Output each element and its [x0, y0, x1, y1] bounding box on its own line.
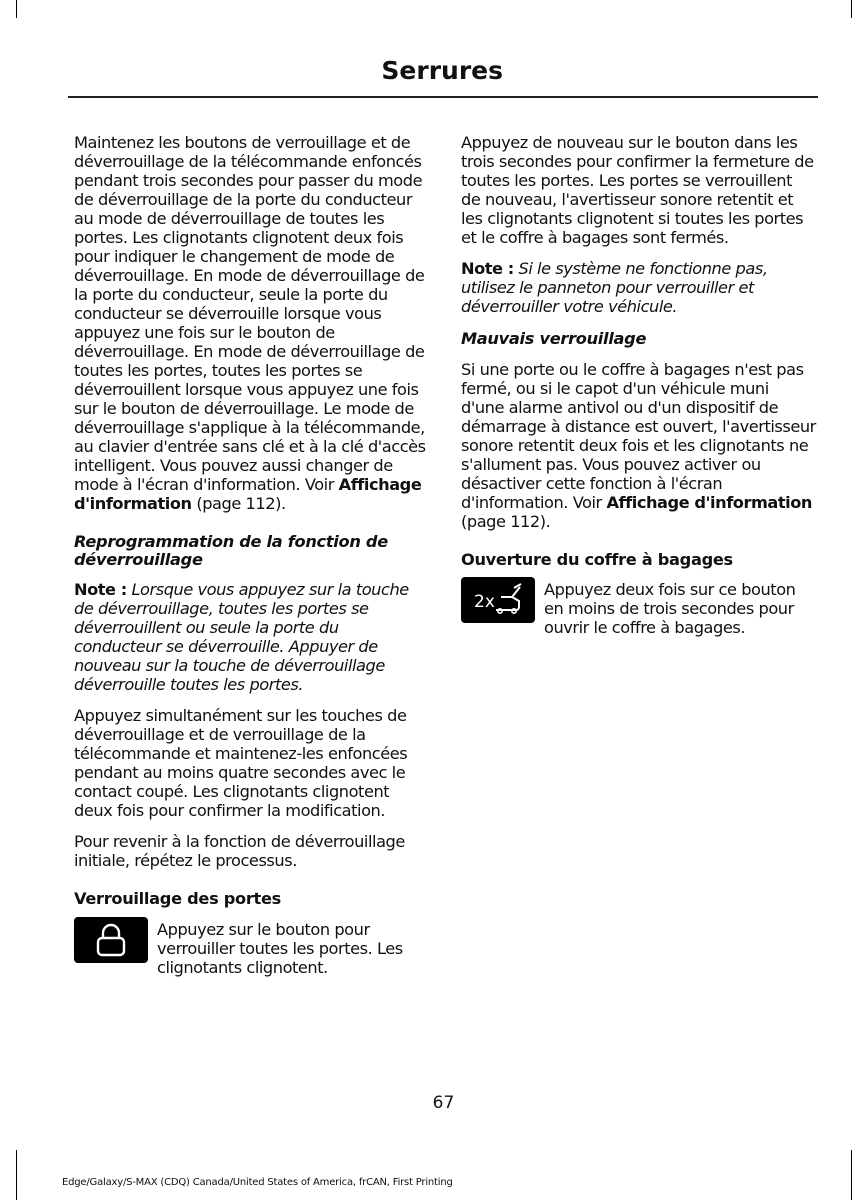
section-heading-reprogramming: Reprogrammation de la fonction de déverrouillage [74, 532, 388, 569]
header-divider [68, 96, 818, 98]
trunk-instruction [461, 580, 816, 637]
note-label: Note : [461, 259, 514, 278]
paragraph-text: Si une porte ou le coffre à bagages n'est pas fermé, ou si le capot d'un véhicule muni d'une alarme antivol ou d'un dispositif de démarrage à distance est ouvert, l'avertisseur sonore retentit deux fois et les clignotants ne s'allument pas. Vous pouvez activer ou désactiver cette fonction à l'écran d'information. Voir [461, 359, 816, 512]
cross-reference-link[interactable]: Affichage d'information [606, 492, 813, 512]
section-heading-door-locking: Verrouillage des portes [74, 889, 281, 908]
note-label: Note : [74, 580, 127, 599]
crop-mark-top-left [16, 0, 17, 18]
paragraph-mislock [461, 360, 816, 531]
note-reprogramming [74, 580, 429, 694]
note-text: Lorsque vous appuyez sur la touche de déverrouillage, toutes les portes se déverrouillent ou seule la porte du conducteur se déverrouille. Appuyer de nouveau sur la touche de déverrouillage déverrouille toutes les portes. [74, 580, 409, 694]
crop-mark-bottom-left [16, 1150, 17, 1200]
paragraph-text: Maintenez les boutons de verrouillage et de déverrouillage de la télécommande enfoncés pendant trois secondes pour passer du mode de déverrouillage de la porte du conducteur au mode de déverrouillage de toutes les portes. Les clignotants clignotent deux fois pour indiquer le changement de mode de déverrouillage. En mode de déverrouillage de la porte du conducteur, seule la porte du conducteur se déverrouille lorsque vous appuyez une fois sur le bouton de déverrouillage. En mode de déverrouillage de toutes les portes, toutes les portes se déverrouillent lorsque vous appuyez une fois sur le bouton de déverrouillage. Le mode de déverrouillage s'applique à la télécommande, au clavier d'entrée sans clé et à la clé d'accès intelligent. Vous pouvez aussi changer de mode à l'écran d'information. Voir [74, 133, 426, 494]
trunk-icon-label: 2x [474, 592, 495, 612]
page-number: 67 [432, 1093, 455, 1113]
crop-mark-top-right [851, 0, 852, 18]
section-heading-trunk-opening: Ouverture du coffre à bagages [461, 549, 733, 569]
note-system-failure [461, 259, 816, 316]
lock-instruction-text: Appuyez sur le bouton pour verrouiller toutes les portes. Les clignotants clignotent. [157, 919, 403, 977]
left-column [74, 133, 429, 977]
cross-reference-link[interactable]: Affichage d'information [74, 475, 422, 513]
paragraph-revert: Pour revenir à la fonction de déverrouillage initiale, répétez le processus. [74, 832, 405, 870]
padlock-icon [74, 917, 148, 963]
paragraph-reprogram-steps: Appuyez simultanément sur les touches de déverrouillage et de verrouillage de la télécommande et maintenez-les enfoncées pendant au moins quatre secondes avec le contact coupé. Les clignotants clignotent deux fois pour confirmer la modification. [74, 706, 408, 820]
footer-print-info: Edge/Galaxy/S-MAX (CDQ) Canada/United States of America, frCAN, First Printing [62, 1177, 453, 1188]
note-text: Si le système ne fonctionne pas, utilisez le panneton pour verrouiller et déverrouiller votre véhicule. [461, 259, 768, 316]
paragraph-lock-confirm: Appuyez de nouveau sur le bouton dans les trois secondes pour confirmer la fermeture de toutes les portes. Les portes se verrouillent de nouveau, l'avertisseur sonore retentit et les clignotants clignotent si toutes les portes et le coffre à bagages sont fermés. [461, 133, 814, 247]
page-title: Serrures [381, 56, 503, 85]
trunk-open-icon [461, 577, 535, 623]
paragraph-unlock-mode [74, 133, 429, 513]
page-reference: (page 112). [461, 511, 551, 531]
lock-instruction [74, 920, 429, 977]
trunk-instruction-text: Appuyez deux fois sur ce bouton en moins de trois secondes pour ouvrir le coffre à bagages. [544, 580, 796, 637]
right-column [461, 133, 816, 637]
page-reference: (page 112). [191, 494, 286, 513]
crop-mark-bottom-right [851, 1150, 852, 1200]
section-heading-mislock: Mauvais verrouillage [461, 329, 647, 348]
